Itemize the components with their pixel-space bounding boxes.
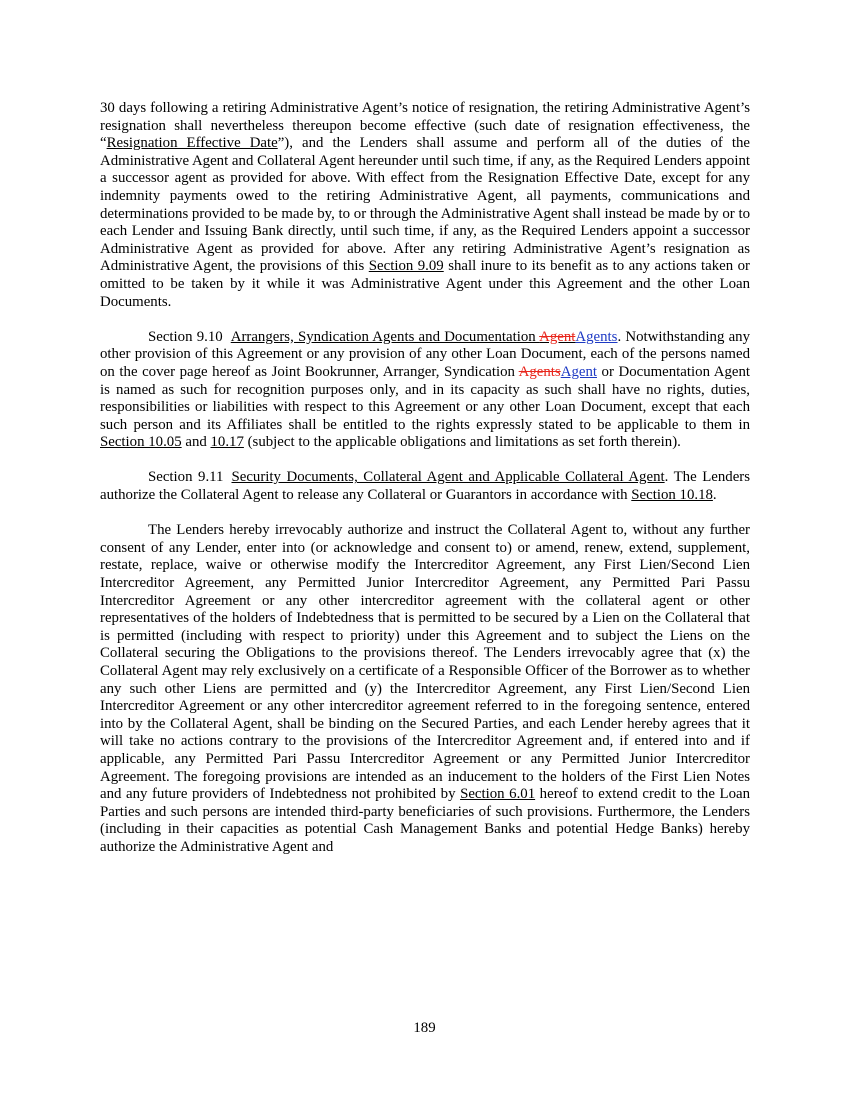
deleted-text: Agents: [518, 363, 561, 380]
section-heading: Arrangers, Syndication Agents and Documentation AgentAgents: [230, 328, 618, 345]
section-9-11: Section 9.11 Security Documents, Collateral Agent and Applicable Collateral Agent. The Lenders authorize the Collateral Agent to release any Collateral or Guarantors in accordance with Section 10.18.: [100, 469, 750, 504]
section-reference: 10.17: [210, 434, 244, 451]
deleted-text: Agent: [539, 328, 576, 345]
inserted-text: Agent: [560, 363, 597, 380]
section-number: Section 9.11: [148, 469, 224, 486]
section-reference: Section 9.09: [368, 258, 444, 275]
section-reference: Section 10.18: [631, 487, 713, 504]
defined-term-resignation-effective-date: Resignation Effective Date: [106, 135, 278, 152]
paragraph-resignation-effect: 30 days following a retiring Administrative Agent’s notice of resignation, the retiring Administrative Agent’s resignation shall nevertheless thereupon become effective (such date of resignation effectiveness, the “Resignation Effective Date”), and the Lenders shall assume and perform all of the duties of the Administrative Agent and Collateral Agent hereunder until such time, if any, as the Required Lenders appoint a successor agent as provided for above. With effect from the Resignation Effective Date, except for any indemnity payments owed to the retiring Administrative Agent, all payments, communications and determinations provided to be made by, to or through the Administrative Agent shall instead be made by or to each Lender and Issuing Bank directly, until such time, if any, as the Required Lenders appoint a successor Administrative Agent as provided for above. After any retiring Administrative Agent’s resignation as Administrative Agent, the provisions of this Section 9.09 shall inure to its benefit as to any actions taken or omitted to be taken by it while it was Administrative Agent under this Agreement and the other Loan Documents.: [100, 100, 750, 310]
document-body: [100, 100, 750, 874]
inserted-text: Agents: [575, 328, 618, 345]
section-9-10: Section 9.10 Arrangers, Syndication Agents and Documentation AgentAgents. Notwithstanding any other provision of this Agreement or any provision of any other Loan Document, each of the persons named on the cover page hereof as Joint Bookrunner, Arranger, Syndication AgentsAgent or Documentation Agent is named as such for recognition purposes only, and in its capacity as such shall have no rights, duties, responsibilities or liabilities with respect to this Agreement or any other Loan Document, except that each such person and its Affiliates shall be entitled to the rights expressly stated to be applicable to them in Section 10.05 and 10.17 (subject to the applicable obligations and limitations as set forth therein).: [100, 328, 751, 451]
section-reference: Section 10.05: [100, 434, 182, 451]
paragraph-intercreditor: The Lenders hereby irrevocably authorize and instruct the Collateral Agent to, without any further consent of any Lender, enter into (or acknowledge and consent to) or amend, renew, extend, supplement, restate, replace, waive or otherwise modify the Intercreditor Agreement, any First Lien/Second Lien Intercreditor Agreement, any Permitted Junior Intercreditor Agreement, any Permitted Pari Passu Intercreditor Agreement or any other intercreditor agreement with the collateral agent or other representatives of the holders of Indebtedness that is permitted to be secured by a Lien on the Collateral that is permitted (including with respect to priority) under this Agreement and to subject the Liens on the Collateral securing the Obligations to the provisions thereof. The Lenders irrevocably agree that (x) the Collateral Agent may rely exclusively on a certificate of a Responsible Officer of the Borrower as to whether any such other Liens are permitted and (y) the Intercreditor Agreement, any First Lien/Second Lien Intercreditor Agreement or any other intercreditor agreement referred to in the foregoing sentence, entered into by the Collateral Agent, shall be binding on the Secured Parties, and each Lender hereby agrees that it will take no actions contrary to the provisions of the Intercreditor Agreement and, if entered into and if applicable, any Permitted Pari Passu Intercreditor Agreement or any Permitted Junior Intercreditor Agreement. The foregoing provisions are intended as an inducement to the holders of the First Lien Notes and any future providers of Indebtedness not prohibited by Section 6.01 hereof to extend credit to the Loan Parties and such persons are intended third-party beneficiaries of such provisions. Furthermore, the Lenders (including in their capacities as potential Cash Management Banks and potential Hedge Banks) hereby authorize the Administrative Agent and: [100, 522, 751, 855]
page-number: 189: [413, 1020, 436, 1036]
section-heading: Security Documents, Collateral Agent and Applicable Collateral Agent: [231, 469, 665, 486]
section-number: Section 9.10: [148, 328, 223, 345]
section-reference: Section 6.01: [460, 786, 536, 803]
